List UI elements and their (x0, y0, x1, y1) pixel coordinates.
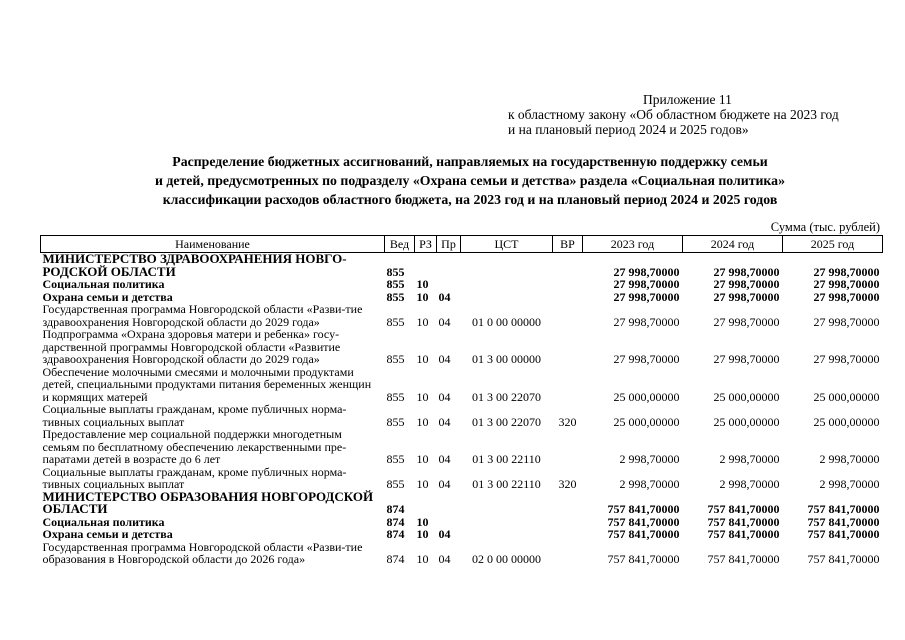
row-2025: 25 000,00000 (813, 414, 880, 429)
row-2024: 757 841,70000 (707, 514, 780, 529)
row-cst: 01 0 00 00000 (472, 314, 541, 329)
document-title-line2: и детей, предусмотренных по подразделу «Охрана семьи и детства» раздела «Социальная политика» (155, 173, 785, 188)
row-vr (553, 328, 583, 366)
header-2025: 2025 год (783, 236, 883, 253)
row-rz: 10 (416, 514, 429, 529)
row-ved: 874 (386, 552, 405, 566)
row-rz: 10 (416, 414, 429, 429)
row-2024: 2 998,70000 (719, 477, 780, 491)
header-cst: ЦСТ (461, 236, 553, 253)
row-2023: 27 998,70000 (613, 314, 680, 329)
row-pr: 04 (438, 477, 451, 491)
row-rz: 10 (416, 289, 429, 304)
row-rz: 10 (416, 389, 429, 404)
row-vr (553, 278, 583, 291)
row-ved: 855 (386, 452, 405, 466)
row-pr (437, 278, 461, 291)
table-row (41, 428, 883, 466)
row-2024: 27 998,70000 (713, 264, 780, 279)
row-rz: 10 (416, 277, 429, 291)
row-cst: 02 0 00 00000 (472, 552, 541, 566)
row-rz (415, 491, 437, 516)
appendix-law-line2: и на плановый период 2024 и 2025 годов» (508, 122, 749, 137)
header-ved: Вед (385, 236, 415, 253)
row-2025: 27 998,70000 (813, 264, 880, 279)
row-pr: 04 (438, 414, 451, 429)
table-row (41, 403, 883, 428)
row-2025: 2 998,70000 (819, 477, 880, 491)
table-row (41, 278, 883, 291)
row-pr: 04 (438, 389, 451, 404)
row-cst (461, 516, 553, 529)
row-cst (461, 291, 553, 304)
row-name: Предоставление мер социальной поддержки многодетным семьям по бесплатному обеспечению лекарственными пре-паратами детей в возрасте до 6 лет (42, 427, 347, 466)
row-name: Охрана семьи и детства (42, 527, 173, 541)
row-2023: 27 998,70000 (613, 289, 680, 304)
row-rz: 10 (416, 452, 429, 466)
row-2025: 757 841,70000 (807, 502, 880, 516)
row-cst (461, 528, 553, 541)
row-pr: 04 (438, 452, 451, 466)
row-2025: 27 998,70000 (813, 277, 880, 291)
row-cst (461, 253, 553, 279)
row-name: Социальная политика (42, 514, 165, 529)
row-vr (553, 366, 583, 404)
row-cst: 01 3 00 22070 (472, 414, 541, 429)
table-row (41, 303, 883, 328)
row-2024: 27 998,70000 (713, 289, 780, 304)
row-2024: 25 000,00000 (713, 414, 780, 429)
row-2024: 2 998,70000 (719, 452, 780, 466)
table-header (41, 236, 883, 253)
row-vr: 320 (558, 414, 577, 429)
row-name: Подпрограмма «Охрана здоровья матери и ребенка» госу-дарственной программы Новгородской области «Развитие здравоохранения Новгородской области до 2029 года» (42, 327, 341, 366)
row-vr (553, 541, 583, 566)
row-2025: 2 998,70000 (819, 452, 880, 466)
row-ved: 855 (386, 352, 405, 366)
appendix-law-line1: к областному закону «Об областном бюджете на 2023 год (508, 107, 839, 122)
row-vr (553, 491, 583, 516)
row-pr (437, 491, 461, 516)
row-ved: 855 (386, 389, 405, 404)
row-2024: 27 998,70000 (713, 352, 780, 366)
row-name: Социальные выплаты гражданам, кроме публичных норма-тивных социальных выплат (42, 402, 347, 429)
row-2024: 25 000,00000 (713, 389, 780, 404)
row-2023: 27 998,70000 (613, 277, 680, 291)
row-2023: 27 998,70000 (613, 352, 680, 366)
row-2025: 757 841,70000 (807, 527, 880, 541)
row-ved: 855 (386, 477, 405, 491)
row-pr: 04 (438, 314, 451, 329)
row-ved: 855 (386, 289, 405, 304)
row-rz: 10 (416, 477, 429, 491)
row-2024: 757 841,70000 (707, 552, 780, 566)
row-2025: 757 841,70000 (807, 552, 880, 566)
row-pr: 04 (438, 289, 451, 304)
budget-table (40, 235, 883, 566)
row-cst: 01 3 00 00000 (472, 352, 541, 366)
appendix-caption (508, 92, 893, 137)
row-name: Государственная программа Новгородской области «Разви-тие образования в Новгородской области до 2026 года» (42, 539, 363, 566)
row-ved: 874 (386, 502, 405, 516)
sum-units-label: Сумма (тыс. рублей) (770, 220, 880, 234)
row-name: Социальная политика (42, 277, 165, 291)
row-pr (437, 253, 461, 279)
row-vr: 320 (558, 477, 577, 491)
table-row (41, 328, 883, 366)
row-vr (553, 516, 583, 529)
row-ved: 874 (386, 527, 405, 541)
header-pr: Пр (437, 236, 461, 253)
appendix-number: Приложение 11 (643, 92, 732, 107)
row-ved: 855 (386, 277, 405, 291)
row-ved: 855 (386, 314, 405, 329)
row-ved: 855 (386, 264, 405, 279)
row-vr (553, 291, 583, 304)
row-name: МИНИСТЕРСТВО ОБРАЗОВАНИЯ НОВГОРОДСКОЙ ОБЛАСТИ (42, 488, 374, 516)
header-2023: 2023 год (583, 236, 683, 253)
row-2023: 2 998,70000 (619, 452, 680, 466)
row-cst: 01 3 00 22070 (472, 389, 541, 404)
row-ved: 855 (386, 414, 405, 429)
row-2024: 27 998,70000 (713, 314, 780, 329)
header-vr: ВР (553, 236, 583, 253)
document-title-line3: классификации расходов областного бюджета, на 2023 год и на плановый период 2024 и 2025 годов (162, 192, 778, 207)
row-cst (461, 278, 553, 291)
row-2023: 757 841,70000 (607, 527, 680, 541)
row-2023: 2 998,70000 (619, 477, 680, 491)
table-row (41, 528, 883, 541)
row-rz: 10 (416, 314, 429, 329)
row-2025: 27 998,70000 (813, 289, 880, 304)
row-2023: 25 000,00000 (613, 389, 680, 404)
table-row (41, 541, 883, 566)
row-2025: 27 998,70000 (813, 352, 880, 366)
row-2025: 25 000,00000 (813, 389, 880, 404)
row-name: Обеспечение молочными смесями и молочными продуктами детей, специальными продуктами питания беременных женщин и кормящих матерей (42, 364, 372, 404)
row-pr: 04 (438, 352, 451, 366)
row-vr (553, 303, 583, 328)
row-rz: 10 (416, 527, 429, 541)
row-2023: 757 841,70000 (607, 502, 680, 516)
table-row (41, 253, 883, 279)
header-name: Наименование (41, 236, 385, 253)
row-cst: 01 3 00 22110 (472, 477, 541, 491)
row-cst: 01 3 00 22110 (472, 452, 541, 466)
table-row (41, 366, 883, 404)
row-vr (553, 528, 583, 541)
row-2024: 27 998,70000 (713, 277, 780, 291)
row-2023: 757 841,70000 (607, 552, 680, 566)
row-2023: 27 998,70000 (613, 264, 680, 279)
row-name: Государственная программа Новгородской области «Разви-тие здравоохранения Новгородской области до 2029 года» (42, 302, 363, 329)
row-ved: 874 (386, 514, 405, 529)
row-rz: 10 (416, 552, 429, 566)
row-pr: 04 (438, 527, 451, 541)
header-2024: 2024 год (683, 236, 783, 253)
table-body (41, 253, 883, 566)
document-title (60, 152, 880, 209)
row-name: Охрана семьи и детства (42, 289, 173, 304)
row-name: МИНИСТЕРСТВО ЗДРАВООХРАНЕНИЯ НОВГО-РОДСКОЙ ОБЛАСТИ (42, 251, 347, 279)
row-vr (553, 428, 583, 466)
row-rz (415, 253, 437, 279)
document-title-line1: Распределение бюджетных ассигнований, направляемых на государственную поддержку семьи (172, 154, 768, 169)
row-2023: 757 841,70000 (607, 514, 680, 529)
table-row (41, 491, 883, 516)
table-row (41, 466, 883, 491)
row-2023: 25 000,00000 (613, 414, 680, 429)
row-vr (553, 253, 583, 279)
header-rz: РЗ (415, 236, 437, 253)
row-rz: 10 (416, 352, 429, 366)
row-pr: 04 (438, 552, 451, 566)
row-2025: 27 998,70000 (813, 314, 880, 329)
row-2024: 757 841,70000 (707, 502, 780, 516)
row-name: Социальные выплаты гражданам, кроме публичных норма-тивных социальных выплат (42, 464, 347, 491)
row-2024: 757 841,70000 (707, 527, 780, 541)
row-2025: 757 841,70000 (807, 514, 880, 529)
row-cst (461, 491, 553, 516)
